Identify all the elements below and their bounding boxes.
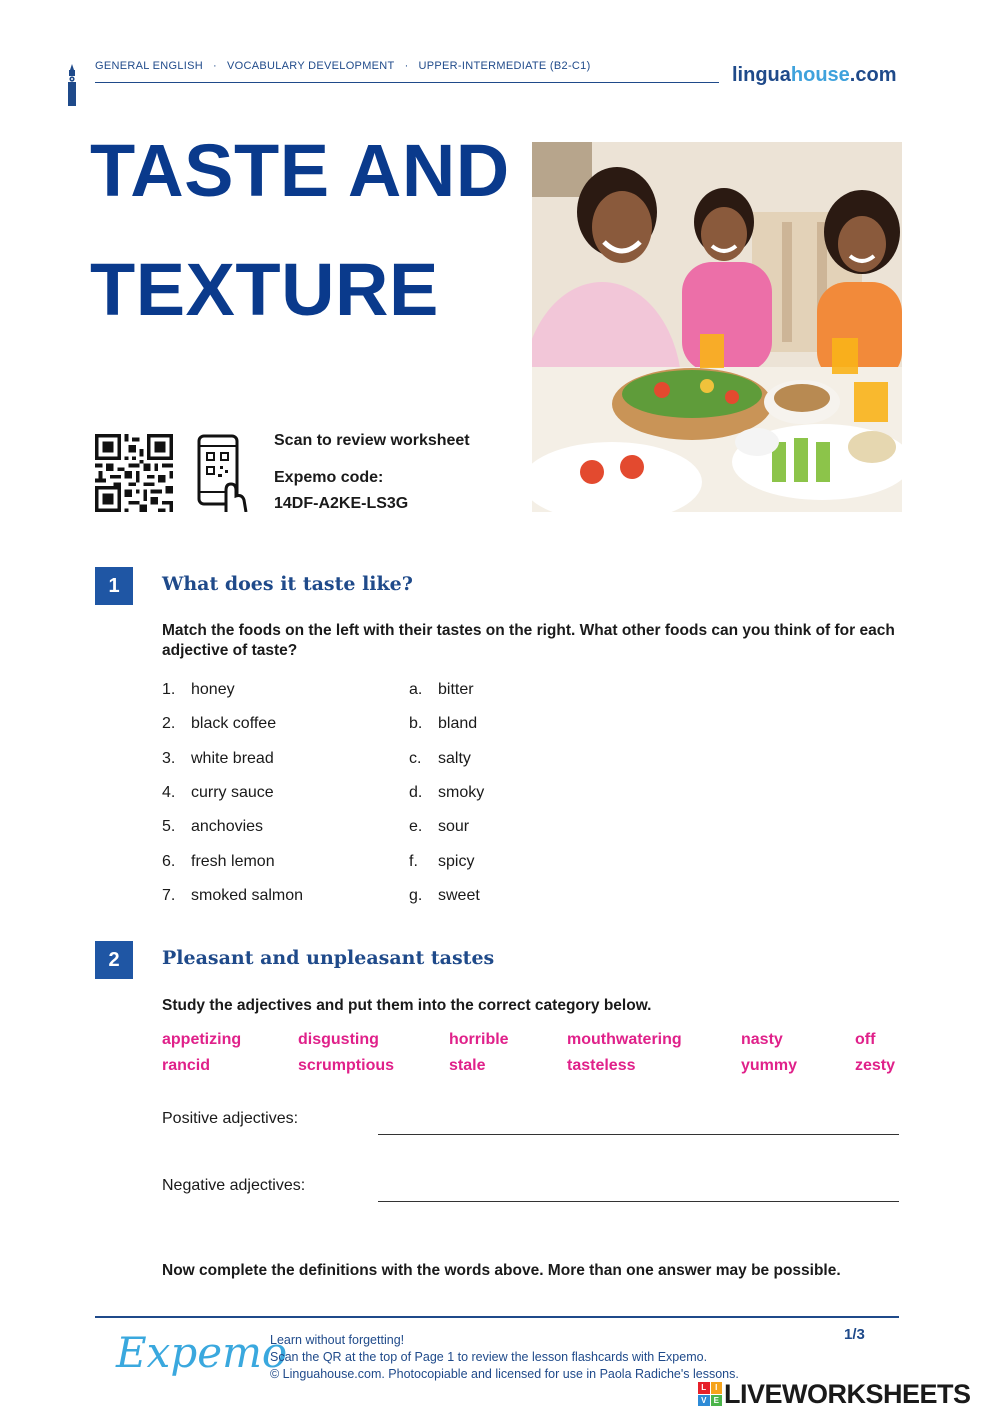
negative-adjectives-label: Negative adjectives: (162, 1177, 306, 1194)
expemo-logo[interactable]: Expemo (116, 1328, 288, 1377)
breadcrumb-level-1: GENERAL ENGLISH (95, 60, 204, 72)
adjective-word: yummy (741, 1057, 798, 1074)
badge-letter: E (711, 1395, 723, 1407)
food-item (162, 681, 235, 699)
food-item (162, 750, 274, 768)
adjective-word: stale (449, 1057, 486, 1074)
brand-part-main: lingua (732, 64, 791, 86)
adjective-word: scrumptious (298, 1057, 395, 1074)
taste-index: b. (409, 715, 423, 732)
food-label: black coffee (191, 715, 277, 732)
liveworksheets-wordmark: LIVEWORKSHEETS (724, 1378, 971, 1409)
footer-scan-note: Scan the QR at the top of Page 1 to review the lesson flashcards with Expemo. (270, 1350, 708, 1364)
big-ben-tower-icon (66, 64, 78, 106)
taste-label: sweet (438, 887, 480, 904)
food-item (162, 887, 303, 905)
taste-item (409, 887, 480, 905)
badge-letter: V (698, 1395, 710, 1407)
taste-label: salty (438, 750, 471, 767)
taste-item (409, 681, 474, 699)
taste-item (409, 853, 474, 871)
badge-letter: L (698, 1382, 710, 1394)
section-1-instruction: Match the foods on the left with their tastes on the right. What other foods can you think of for each adjective of taste? (162, 622, 895, 659)
breadcrumb-level-3: UPPER-INTERMEDIATE (B2-C1) (418, 60, 591, 72)
food-index: 7. (162, 887, 176, 904)
taste-item (409, 784, 484, 802)
taste-label: smoky (438, 784, 485, 801)
taste-label: bitter (438, 681, 474, 698)
food-index: 6. (162, 853, 176, 870)
food-label: honey (191, 681, 235, 698)
positive-answer-line[interactable] (378, 1134, 899, 1135)
section-2-instruction: Study the adjectives and put them into the correct category below. (162, 997, 652, 1014)
taste-label: bland (438, 715, 478, 732)
food-label: curry sauce (191, 784, 274, 801)
expemo-code-label: Expemo code: (274, 469, 384, 486)
footer-divider (95, 1316, 899, 1318)
liveworksheets-badge-icon (698, 1382, 722, 1406)
footer-copyright: © Linguahouse.com. Photocopiable and licensed for use in Paola Radiche's lessons. (270, 1367, 739, 1381)
header-divider (95, 82, 719, 83)
food-item (162, 784, 274, 802)
badge-letter: I (711, 1382, 723, 1394)
taste-label: spicy (438, 853, 475, 870)
taste-item (409, 818, 469, 836)
taste-index: f. (409, 853, 418, 870)
section-2-title: Pleasant and unpleasant tastes (162, 947, 495, 969)
taste-label: sour (438, 818, 470, 835)
adjective-word: tasteless (567, 1057, 636, 1074)
page-title-line-1: TASTE AND (90, 129, 510, 212)
taste-item (409, 750, 471, 768)
page-number: 1/3 (844, 1326, 865, 1343)
food-label: anchovies (191, 818, 264, 835)
food-index: 3. (162, 750, 176, 767)
adjective-word: rancid (162, 1057, 211, 1074)
brand-part-light: house (790, 64, 850, 86)
section-1-title: What does it taste like? (162, 573, 413, 595)
taste-index: a. (409, 681, 423, 698)
taste-index: g. (409, 887, 423, 904)
footer-tagline: Learn without forgetting! (270, 1333, 405, 1347)
adjective-word: zesty (855, 1057, 896, 1074)
taste-index: d. (409, 784, 423, 801)
adjective-word: nasty (741, 1031, 783, 1048)
expemo-code-value: 14DF-A2KE-LS3G (274, 495, 409, 512)
food-label: fresh lemon (191, 853, 275, 870)
qr-code-icon[interactable] (95, 434, 173, 512)
adjective-word: off (855, 1031, 876, 1048)
negative-answer-line[interactable] (378, 1201, 899, 1202)
phone-scan-icon (196, 434, 248, 512)
definitions-instruction: Now complete the definitions with the words above. More than one answer may be possible. (162, 1262, 841, 1279)
breadcrumb: GENERAL ENGLISH · VOCABULARY DEVELOPMENT · UPPER-INTERMEDIATE (B2-C1) (95, 60, 591, 72)
food-index: 2. (162, 715, 176, 732)
food-label: white bread (191, 750, 274, 767)
adjective-word: disgusting (298, 1031, 379, 1048)
family-meal-photo (532, 142, 902, 512)
brand-part-suffix: .com (849, 64, 897, 86)
breadcrumb-level-2: VOCABULARY DEVELOPMENT (226, 60, 395, 72)
food-index: 5. (162, 818, 176, 835)
brand-logo[interactable] (732, 64, 896, 87)
section-1-number: 1 (95, 567, 133, 605)
adjective-word: mouthwatering (567, 1031, 682, 1048)
positive-adjectives-label: Positive adjectives: (162, 1110, 299, 1127)
food-index: 4. (162, 784, 176, 801)
food-item (162, 853, 275, 871)
liveworksheets-watermark (698, 1378, 971, 1410)
food-label: smoked salmon (191, 887, 304, 904)
food-item (162, 818, 263, 836)
page-title-line-2: TEXTURE (90, 248, 439, 331)
food-item (162, 715, 276, 733)
adjective-word: appetizing (162, 1031, 242, 1048)
taste-item (409, 715, 477, 733)
adjective-word: horrible (449, 1031, 509, 1048)
taste-index: c. (409, 750, 422, 767)
scan-label: Scan to review worksheet (274, 432, 470, 449)
food-index: 1. (162, 681, 176, 698)
taste-index: e. (409, 818, 423, 835)
section-2-number: 2 (95, 941, 133, 979)
